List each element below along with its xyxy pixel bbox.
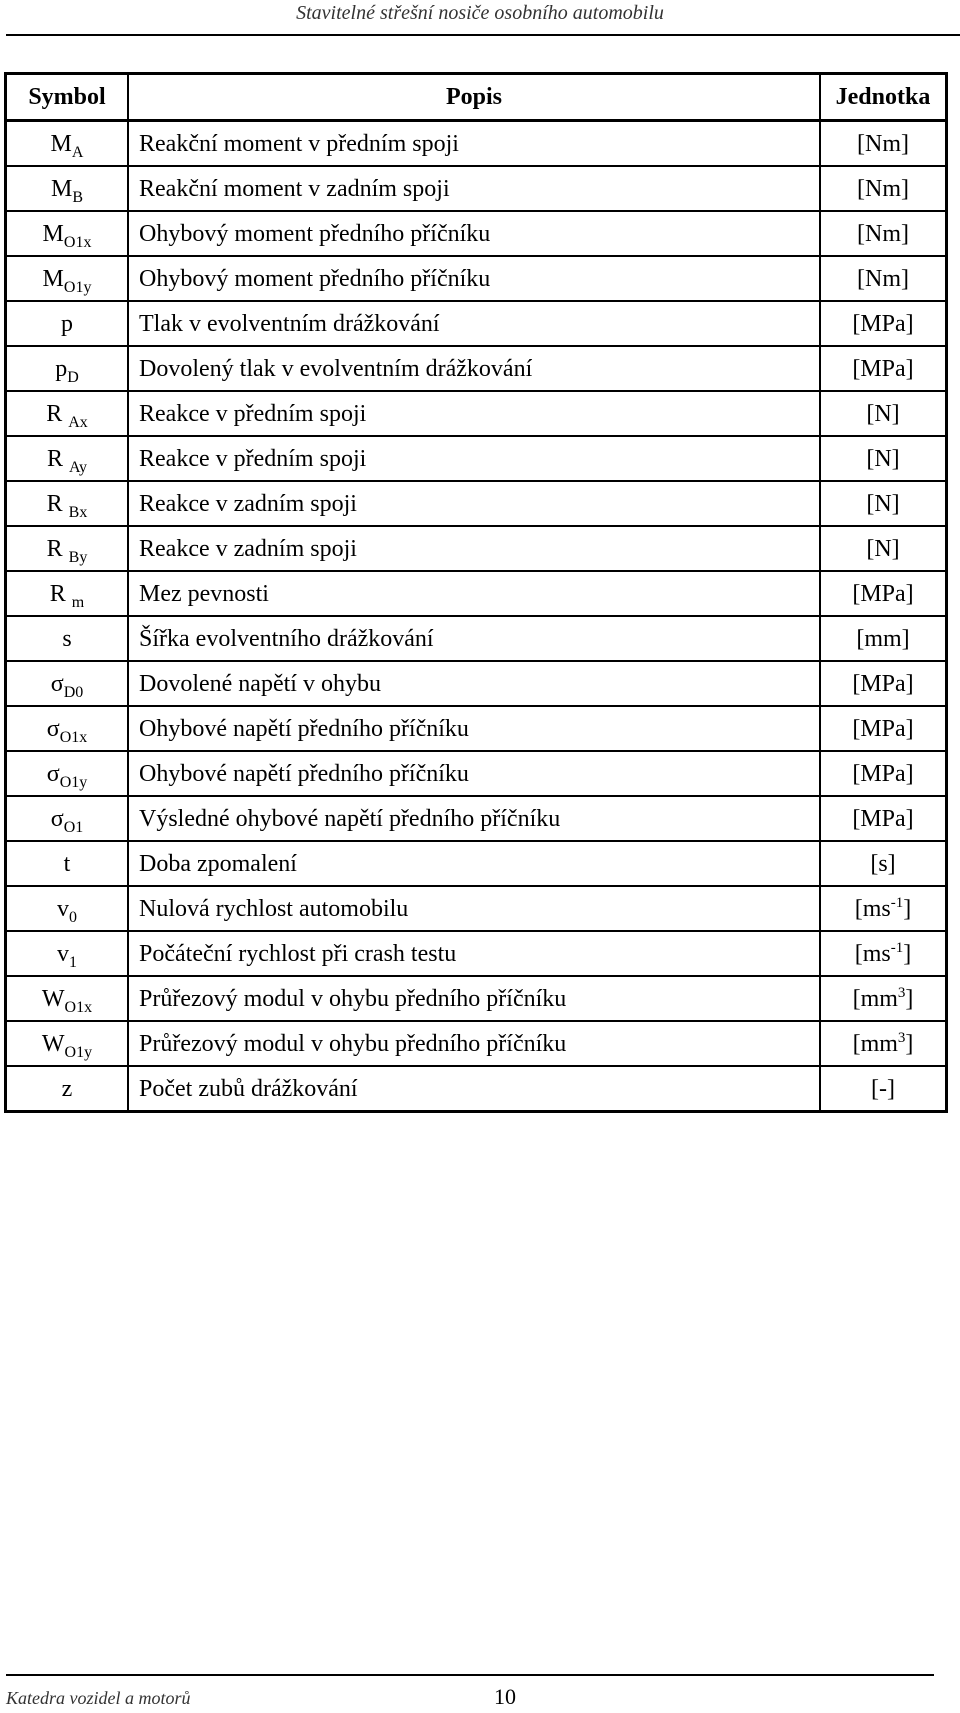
unit-superscript: -1 [890,939,904,956]
symbol-cell [6,1021,129,1066]
symbol-cell [6,481,129,526]
column-header-symbol: Symbol [6,74,129,121]
unit-text: [Nm] [857,130,909,157]
description-cell: Ohybové napětí předního příčníku [128,751,820,796]
unit-text: [Nm] [857,175,909,202]
unit-cell [820,526,947,571]
unit-text: $[mm^3]$ [852,984,914,1012]
unit-text: [N] [866,535,900,562]
symbol-subscript: O1 [63,818,84,836]
table-body [6,121,947,1112]
description-cell: Průřezový modul v ohybu předního příčníku [128,1021,820,1066]
symbol-letter: W [41,985,65,1012]
symbol-letter: t [63,850,71,877]
symbol-subscript: By [68,548,88,566]
symbol-cell [6,796,129,841]
symbol-letter: v [57,895,69,922]
unit-text: [MPa] [852,355,914,382]
table-row [6,391,947,436]
symbol-letter: M [42,265,64,292]
column-header-description: Popis [128,74,820,121]
symbol-subscript: B [72,188,83,206]
symbol-subscript: m [71,593,85,611]
symbol-cell [6,931,129,976]
unit-text: [MPa] [852,310,914,337]
unit-cell [820,166,947,211]
symbol-cell [6,886,129,931]
table-row [6,751,947,796]
description-cell: Počáteční rychlost při crash testu [128,931,820,976]
unit-text: [MPa] [852,805,914,832]
symbol-cell [6,571,129,616]
table-row [6,436,947,481]
unit-cell [820,256,947,301]
description-cell: Počet zubů drážkování [128,1066,820,1112]
unit-text: [mm] [856,625,910,652]
table-row [6,211,947,256]
symbol-subscript: Bx [68,503,88,521]
unit-cell [820,571,947,616]
symbol-subscript: Ax [68,413,88,431]
symbol-letter: R [46,400,69,427]
unit-text: [s] [870,850,896,877]
unit-cell [820,1021,947,1066]
table-row [6,1066,947,1112]
table-row [6,796,947,841]
symbol-letter: σ [46,715,60,742]
description-cell: Reakce v předním spoji [128,436,820,481]
unit-text: $[ms^{-1}]$ [854,894,912,922]
unit-text: $[mm^3]$ [852,1029,914,1057]
table-row [6,886,947,931]
page-header-title: Stavitelné střešní nosiče osobního automobilu [296,2,664,24]
symbol-letter: s [62,625,72,652]
footer-divider [6,1674,934,1676]
table-row [6,616,947,661]
description-cell: Reakce v zadním spoji [128,526,820,571]
unit-text: [Nm] [857,265,909,292]
unit-text: $[ms^{-1}]$ [854,939,912,967]
page-number: 10 [494,1684,516,1709]
unit-cell [820,976,947,1021]
symbol-letter: v [57,940,69,967]
footer-department: Katedra vozidel a motorů [6,1688,191,1708]
description-cell: Reakce v zadním spoji [128,481,820,526]
table-row [6,481,947,526]
column-header-unit: Jednotka [820,74,947,121]
description-cell: Doba zpomalení [128,841,820,886]
symbol-letter: W [41,1030,65,1057]
description-cell: Průřezový modul v ohybu předního příčníku [128,976,820,1021]
symbol-subscript: O1y [63,278,92,296]
description-cell: Reakce v předním spoji [128,391,820,436]
unit-cell [820,436,947,481]
symbol-letter: z [61,1075,73,1102]
description-cell: Dovolené napětí v ohybu [128,661,820,706]
unit-text: [MPa] [852,760,914,787]
unit-cell [820,841,947,886]
symbol-cell [6,751,129,796]
unit-text: [N] [866,445,900,472]
symbol-letter: M [50,130,72,157]
unit-cell [820,211,947,256]
unit-cell [820,886,947,931]
description-cell: Ohybový moment předního příčníku [128,211,820,256]
symbol-letter: R [46,490,69,517]
unit-cell [820,1066,947,1112]
symbol-subscript: D0 [63,683,84,701]
unit-text: [MPa] [852,670,914,697]
unit-cell [820,796,947,841]
symbol-letter: σ [50,805,64,832]
symbol-letter: R [49,580,72,607]
symbol-letter: M [50,175,73,202]
unit-cell [820,661,947,706]
symbol-cell [6,166,129,211]
unit-cell [820,121,947,167]
unit-cell [820,616,947,661]
description-cell: Tlak v evolventním drážkování [128,301,820,346]
symbol-subscript: O1y [64,1043,93,1061]
unit-superscript: -1 [890,894,904,911]
symbol-letter: σ [46,760,60,787]
table-row [6,346,947,391]
symbols-table [4,72,948,1113]
unit-cell [820,931,947,976]
symbol-cell [6,121,129,167]
description-cell: Ohybové napětí předního příčníku [128,706,820,751]
symbol-letter: R [46,445,69,472]
symbol-cell [6,706,129,751]
unit-text: [N] [866,490,900,517]
table-row [6,661,947,706]
symbol-cell [6,211,129,256]
symbol-cell [6,616,129,661]
symbol-cell [6,526,129,571]
symbol-subscript: 1 [69,953,77,971]
unit-cell [820,706,947,751]
description-cell: Výsledné ohybové napětí předního příčníku [128,796,820,841]
symbol-subscript: 0 [69,908,77,926]
description-cell: Dovolený tlak v evolventním drážkování [128,346,820,391]
unit-superscript: 3 [897,1029,906,1046]
unit-text: [Nm] [857,220,909,247]
symbol-cell [6,256,129,301]
table-row [6,301,947,346]
symbol-letter: M [42,220,64,247]
table-row [6,1021,947,1066]
table-row [6,166,947,211]
symbol-cell [6,1066,129,1112]
symbol-letter: p [55,355,68,382]
symbol-cell [6,661,129,706]
symbol-cell [6,301,129,346]
unit-cell [820,751,947,796]
symbol-cell [6,346,129,391]
symbol-subscript: O1x [63,233,92,251]
table-row [6,841,947,886]
table-row [6,706,947,751]
symbol-cell [6,436,129,481]
symbol-subscript: Ay [68,458,88,476]
table-row [6,256,947,301]
unit-text: [MPa] [852,580,914,607]
table-row [6,931,947,976]
table-row [6,526,947,571]
unit-cell [820,391,947,436]
unit-cell [820,346,947,391]
symbol-subscript: O1x [64,998,93,1016]
symbol-letter: R [46,535,69,562]
symbol-subscript: A [71,143,84,161]
table-row [6,121,947,167]
description-cell: Reakční moment v zadním spoji [128,166,820,211]
symbol-letter: p [61,310,73,337]
table-row [6,571,947,616]
unit-text: [-] [871,1075,895,1102]
table-row [6,976,947,1021]
unit-superscript: 3 [897,984,906,1001]
symbol-cell [6,976,129,1021]
description-cell: Nulová rychlost automobilu [128,886,820,931]
description-cell: Šířka evolventního drážkování [128,616,820,661]
header-divider [6,34,960,36]
symbol-subscript: D [67,368,79,386]
symbol-cell [6,391,129,436]
description-cell: Reakční moment v předním spoji [128,121,820,167]
symbol-subscript: O1x [59,728,88,746]
unit-text: [MPa] [852,715,914,742]
symbol-subscript: O1y [59,773,88,791]
description-cell: Ohybový moment předního příčníku [128,256,820,301]
table-header-row [6,74,947,121]
description-cell: Mez pevnosti [128,571,820,616]
unit-text: [N] [866,400,900,427]
unit-cell [820,481,947,526]
symbol-cell [6,841,129,886]
unit-cell [820,301,947,346]
symbol-letter: σ [50,670,64,697]
